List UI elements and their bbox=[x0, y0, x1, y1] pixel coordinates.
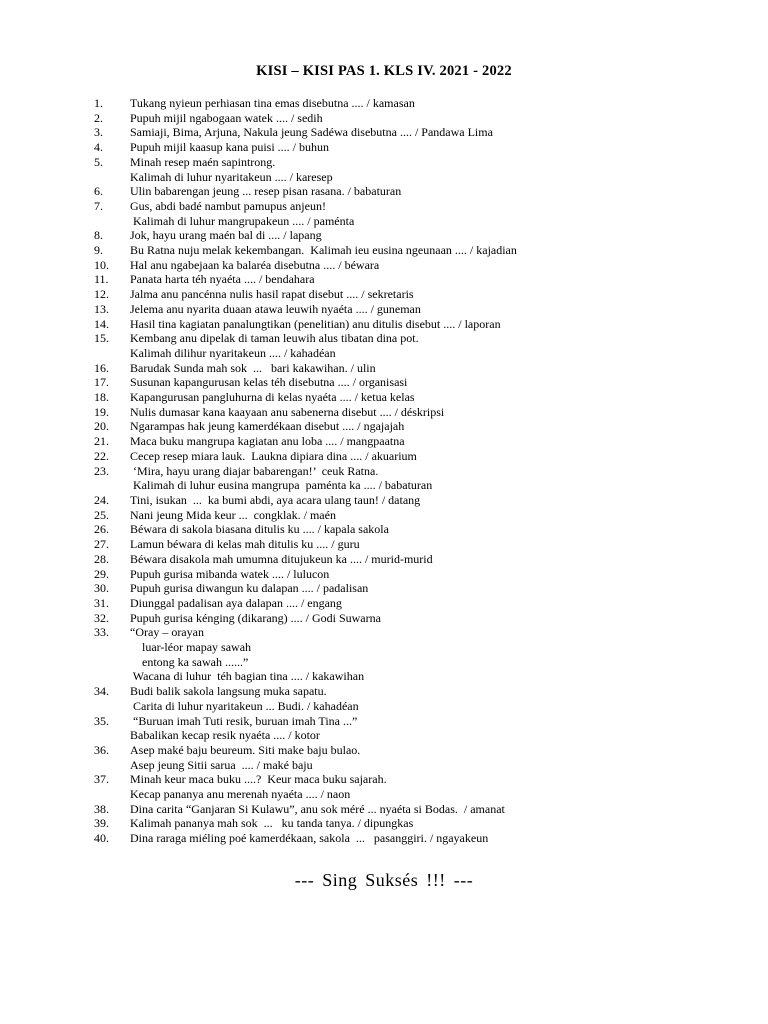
list-item bbox=[94, 552, 754, 567]
list-item bbox=[94, 537, 754, 552]
list-item bbox=[94, 772, 754, 801]
item-number: 6. bbox=[94, 184, 103, 199]
list-item bbox=[94, 258, 754, 273]
item-text bbox=[130, 361, 754, 376]
list-item bbox=[94, 111, 754, 126]
item-number: 12. bbox=[94, 287, 109, 302]
item-line: Kalimah di luhur mangrupakeun .... / paménta bbox=[130, 213, 355, 228]
list-item bbox=[94, 375, 754, 390]
item-number: 9. bbox=[94, 243, 103, 258]
item-line: Béwara disakola mah umumna ditujukeun ka .... / murid-murid bbox=[130, 551, 433, 566]
item-text bbox=[130, 287, 754, 302]
item-number: 13. bbox=[94, 301, 109, 316]
item-line: Kecap pananya anu merenah nyaéta .... / naon bbox=[130, 787, 351, 802]
list-item bbox=[94, 464, 754, 493]
item-number: 29. bbox=[94, 566, 109, 581]
item-line: Lamun béwara di kelas mah ditulis ku .... / guru bbox=[130, 537, 360, 552]
list-item bbox=[94, 449, 754, 464]
list-item bbox=[94, 361, 754, 376]
item-line: Pupuh mijil kaasup kana puisi .... / buhun bbox=[130, 140, 329, 155]
item-line: Panata harta téh nyaéta .... / bendahara bbox=[130, 272, 315, 287]
item-text bbox=[130, 419, 754, 434]
item-line: Kembang anu dipelak di taman leuwih alus tibatan dina pot. bbox=[130, 331, 419, 346]
item-number: 36. bbox=[94, 742, 109, 757]
item-number: 1. bbox=[94, 96, 103, 110]
item-line: Kalimah dilihur nyaritakeun .... / kahadéan bbox=[130, 345, 336, 360]
item-line: Béwara di sakola biasana ditulis ku .... / kapala sakola bbox=[130, 522, 389, 537]
item-text bbox=[130, 625, 754, 684]
list-item bbox=[94, 302, 754, 317]
item-line: Pupuh gurisa mibanda watek .... / lulucon bbox=[130, 566, 330, 581]
list-item bbox=[94, 184, 754, 199]
item-text bbox=[130, 184, 754, 199]
item-number: 16. bbox=[94, 360, 109, 375]
item-number: 2. bbox=[94, 110, 103, 125]
item-line: “Buruan imah Tuti resik, buruan imah Tina ...” bbox=[130, 713, 358, 728]
item-text bbox=[130, 567, 754, 582]
item-line: Maca buku mangrupa kagiatan anu loba .... / mangpaatna bbox=[130, 434, 405, 449]
item-number: 3. bbox=[94, 125, 103, 140]
item-number: 14. bbox=[94, 316, 109, 331]
item-text bbox=[130, 464, 754, 493]
list-item bbox=[94, 405, 754, 420]
item-line: Hasil tina kagiatan panalungtikan (penelitian) anu ditulis disebut .... / laporan bbox=[130, 316, 501, 331]
item-line: Minah keur maca buku ....? Keur maca buku sajarah. bbox=[130, 772, 387, 787]
item-text bbox=[130, 272, 754, 287]
list-item bbox=[94, 331, 754, 360]
item-text bbox=[130, 714, 754, 743]
list-item bbox=[94, 317, 754, 332]
item-text bbox=[130, 743, 754, 772]
item-text bbox=[130, 111, 754, 126]
item-line: Pupuh gurisa kénging (dikarang) .... / Godi Suwarna bbox=[130, 610, 381, 625]
list-item bbox=[94, 611, 754, 626]
item-text bbox=[130, 302, 754, 317]
item-line: Tukang nyieun perhiasan tina emas disebutna .... / kamasan bbox=[130, 96, 415, 110]
item-text bbox=[130, 493, 754, 508]
item-number: 15. bbox=[94, 331, 109, 346]
item-text bbox=[130, 243, 754, 258]
item-line: Nani jeung Mida keur ... congklak. / maén bbox=[130, 507, 336, 522]
list-item bbox=[94, 272, 754, 287]
item-text bbox=[130, 155, 754, 184]
item-line: luar-léor mapay sawah bbox=[136, 640, 252, 655]
list-item bbox=[94, 581, 754, 596]
item-number: 34. bbox=[94, 684, 109, 699]
list-item bbox=[94, 508, 754, 523]
item-number: 39. bbox=[94, 816, 109, 831]
list-item bbox=[94, 228, 754, 243]
item-number: 4. bbox=[94, 140, 103, 155]
item-text bbox=[130, 611, 754, 626]
list-item bbox=[94, 743, 754, 772]
item-line: Minah resep maén sapintrong. bbox=[130, 154, 276, 169]
item-text bbox=[130, 684, 754, 713]
item-line: Susunan kapangurusan kelas téh disebutna .... / organisasi bbox=[130, 375, 408, 390]
item-text bbox=[130, 522, 754, 537]
item-line: Babalikan kecap resik nyaéta .... / kotor bbox=[130, 728, 320, 743]
item-number: 32. bbox=[94, 610, 109, 625]
item-text bbox=[130, 816, 754, 831]
item-line: “Oray – orayan bbox=[130, 625, 204, 640]
item-text bbox=[130, 802, 754, 817]
item-text bbox=[130, 508, 754, 523]
item-line: Kalimah di luhur eusina mangrupa paménta ka .... / babaturan bbox=[130, 478, 433, 493]
item-line: entong ka sawah ......” bbox=[136, 654, 249, 669]
item-number: 28. bbox=[94, 551, 109, 566]
item-text bbox=[130, 390, 754, 405]
item-line: Cecep resep miara lauk. Laukna dipiara dina .... / akuarium bbox=[130, 448, 417, 463]
item-number: 8. bbox=[94, 228, 103, 243]
item-number: 26. bbox=[94, 522, 109, 537]
list-item bbox=[94, 96, 754, 111]
list-item bbox=[94, 625, 754, 684]
list-item bbox=[94, 287, 754, 302]
item-text bbox=[130, 596, 754, 611]
item-number: 21. bbox=[94, 434, 109, 449]
item-number: 35. bbox=[94, 713, 109, 728]
item-line: Gus, abdi badé nambut pamupus anjeun! bbox=[130, 198, 326, 213]
item-number: 33. bbox=[94, 625, 109, 640]
item-number: 19. bbox=[94, 404, 109, 419]
list-item bbox=[94, 243, 754, 258]
item-line: Kalimah pananya mah sok ... ku tanda tanya. / dipungkas bbox=[130, 816, 414, 831]
item-text bbox=[130, 581, 754, 596]
item-number: 30. bbox=[94, 581, 109, 596]
item-line: Jelema anu nyarita duaan atawa leuwih nyaéta .... / guneman bbox=[130, 301, 421, 316]
item-line: Pupuh gurisa diwangun ku dalapan .... / padalisan bbox=[130, 581, 369, 596]
item-line: Ulin babarengan jeung ... resep pisan rasana. / babaturan bbox=[130, 184, 402, 199]
list-item bbox=[94, 714, 754, 743]
item-text bbox=[130, 449, 754, 464]
list-item bbox=[94, 434, 754, 449]
item-text bbox=[130, 258, 754, 273]
item-text bbox=[130, 375, 754, 390]
item-number: 11. bbox=[94, 272, 109, 287]
item-line: Dina raraga miéling poé kamerdékaan, sakola ... pasanggiri. / ngayakeun bbox=[130, 831, 489, 846]
item-number: 37. bbox=[94, 772, 109, 787]
item-line: ‘Mira, hayu urang diajar babarengan!’ ceuk Ratna. bbox=[130, 463, 379, 478]
list-item bbox=[94, 596, 754, 611]
item-number: 18. bbox=[94, 390, 109, 405]
item-line: Jok, hayu urang maén bal di .... / lapang bbox=[130, 228, 322, 243]
item-number: 5. bbox=[94, 154, 103, 169]
closing-message: --- Sing Suksés !!! --- bbox=[294, 870, 474, 890]
item-number: 23. bbox=[94, 463, 109, 478]
item-number: 7. bbox=[94, 198, 103, 213]
item-line: Wacana di luhur téh bagian tina .... / kakawihan bbox=[130, 669, 365, 684]
item-line: Tini, isukan ... ka bumi abdi, aya acara ulang taun! / datang bbox=[130, 492, 421, 507]
item-text bbox=[130, 317, 754, 332]
item-line: Jalma anu pancénna nulis hasil rapat disebut .... / sekretaris bbox=[130, 287, 414, 302]
list-item bbox=[94, 199, 754, 228]
item-number: 17. bbox=[94, 375, 109, 390]
list-item bbox=[94, 816, 754, 831]
item-text bbox=[130, 228, 754, 243]
page-title: KISI – KISI PAS 1. KLS IV. 2021 - 2022 bbox=[256, 63, 512, 79]
list-item bbox=[94, 522, 754, 537]
item-text bbox=[130, 96, 754, 111]
list-item bbox=[94, 567, 754, 582]
item-text bbox=[130, 199, 754, 228]
list-item bbox=[94, 684, 754, 713]
list-item bbox=[94, 140, 754, 155]
item-line: Bu Ratna nuju melak kekembangan. Kalimah ieu eusina ngeunaan .... / kajadian bbox=[130, 243, 517, 258]
item-number: 20. bbox=[94, 419, 109, 434]
list-item bbox=[94, 802, 754, 817]
item-line: Ngarampas hak jeung kamerdékaan disebut .... / ngajajah bbox=[130, 419, 405, 434]
list-item bbox=[94, 419, 754, 434]
item-line: Kalimah di luhur nyaritakeun .... / karesep bbox=[130, 169, 333, 184]
list-item bbox=[94, 155, 754, 184]
list-item bbox=[94, 831, 754, 846]
list-item bbox=[94, 125, 754, 140]
item-number: 24. bbox=[94, 492, 109, 507]
item-line: Budi balik sakola langsung muka sapatu. bbox=[130, 684, 327, 699]
item-line: Nulis dumasar kana kaayaan anu sabenerna disebut .... / déskripsi bbox=[130, 404, 445, 419]
item-line: Dina carita “Ganjaran Si Kulawu”, anu sok méré ... nyaéta si Bodas. / amanat bbox=[130, 801, 505, 816]
item-number: 40. bbox=[94, 831, 109, 846]
item-line: Asep maké baju beureum. Siti make baju bulao. bbox=[130, 742, 361, 757]
list-item bbox=[94, 493, 754, 508]
item-line: Hal anu ngabejaan ka balaréa disebutna .... / béwara bbox=[130, 257, 380, 272]
item-text bbox=[130, 772, 754, 801]
item-number: 25. bbox=[94, 507, 109, 522]
question-list bbox=[94, 96, 754, 846]
item-number: 10. bbox=[94, 257, 109, 272]
item-text bbox=[130, 140, 754, 155]
item-text bbox=[130, 552, 754, 567]
item-text bbox=[130, 831, 754, 846]
item-number: 27. bbox=[94, 537, 109, 552]
item-line: Asep jeung Sitii sarua .... / maké baju bbox=[130, 757, 313, 772]
item-number: 31. bbox=[94, 595, 109, 610]
item-line: Carita di luhur nyaritakeun ... Budi. / kahadéan bbox=[130, 698, 359, 713]
item-line: Diunggal padalisan aya dalapan .... / engang bbox=[130, 595, 342, 610]
list-item bbox=[94, 390, 754, 405]
item-text bbox=[130, 434, 754, 449]
item-text bbox=[130, 331, 754, 360]
item-line: Kapangurusan pangluhurna di kelas nyaéta .... / ketua kelas bbox=[130, 390, 415, 405]
item-line: Samiaji, Bima, Arjuna, Nakula jeung Sadéwa disebutna .... / Pandawa Lima bbox=[130, 125, 493, 140]
item-line: Barudak Sunda mah sok ... bari kakawihan. / ulin bbox=[130, 360, 376, 375]
item-number: 22. bbox=[94, 448, 109, 463]
item-text bbox=[130, 405, 754, 420]
item-number: 38. bbox=[94, 801, 109, 816]
item-line: Pupuh mijil ngabogaan watek .... / sedih bbox=[130, 110, 323, 125]
item-text bbox=[130, 537, 754, 552]
item-text bbox=[130, 125, 754, 140]
